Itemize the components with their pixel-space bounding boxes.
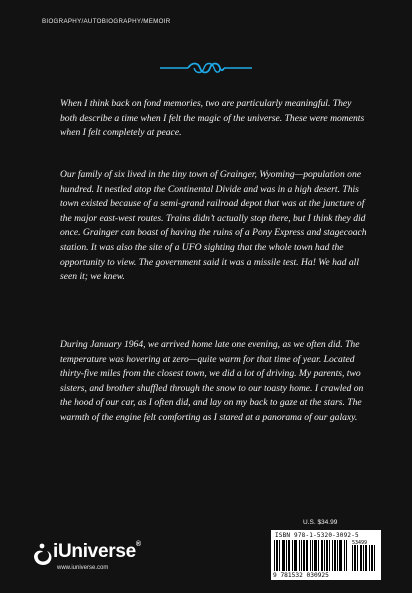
barcode-bar (339, 540, 340, 571)
barcode-bar (282, 540, 283, 571)
category-label: BIOGRAPHY/AUTOBIOGRAPHY/MEMOIR (42, 18, 171, 25)
barcode-bar (286, 540, 287, 571)
barcode-bar (277, 540, 278, 571)
barcode-bar (346, 540, 347, 571)
addon-bar (371, 545, 372, 571)
wave-ornament-icon (158, 60, 254, 76)
iuniverse-swirl-icon (31, 543, 53, 567)
blurb-paragraph-1: When I think back on fond memories, two are particularly meaningful. They both describe a time when I felt the magic of the universe. These were moments when I felt completely at peace. (60, 98, 365, 139)
barcode-bar (288, 540, 289, 571)
addon-bar (360, 545, 361, 571)
barcode-bar (326, 540, 327, 571)
addon-bar (352, 545, 353, 571)
addon-bar (369, 545, 370, 571)
barcode-bar (318, 540, 319, 571)
barcode-bar (301, 540, 302, 571)
addon-bar (366, 545, 367, 571)
barcode-bar (307, 540, 308, 571)
barcode-bar (335, 540, 336, 571)
barcode-bar (321, 540, 322, 571)
barcode-bar (316, 540, 317, 571)
barcode-bar (312, 540, 313, 571)
addon-bar (363, 545, 364, 571)
addon-bar (357, 545, 358, 571)
barcode-bar (294, 540, 295, 571)
addon-bar (354, 545, 355, 571)
barcode-bar (303, 540, 304, 571)
barcode-bar (340, 540, 341, 571)
addon-bar (374, 545, 375, 571)
barcode-bar (337, 540, 338, 571)
addon-digits: 53499 (352, 540, 368, 546)
barcode-bar (334, 540, 335, 571)
price-label: U.S. $34.99 (303, 519, 338, 526)
addon-bar (372, 545, 373, 571)
blurb-paragraph-2: Our family of six lived in the tiny town of Grainger, Wyoming—population one hundred. It nestled atop the Continental Divide and was in a high desert. This town existed because of a semi-grand railroad depot that was at the juncture of the major east-west routes. Trains didn’t actually stop there, but I think they did once. Grainger can boast of having the ruins of a Pony Express and stagecoach station. It was also the site of a UFO sighting that the whole town had the opportunity to view. The government said it was a missile test. Ha! We had all seen it; we knew. (60, 169, 367, 283)
blurb-paragraph-3: During January 1964, we arrived home late one evening, as we often did. The temperature was hovering at zero—quite warm for that time of year. Located thirty-five miles from the closest town, we did a lot of driving. My parents, two sisters, and brother shuffled through the snow to our toasty home. I crawled on the hood of our car, as I often did, and lay on my back to gaze at the stars. The warmth of the engine felt comforting as I stared at a panorama of our galaxy. (60, 339, 364, 423)
barcode-bar (329, 540, 330, 571)
isbn-barcode (271, 530, 381, 580)
barcode-bar (274, 540, 275, 571)
barcode-bar (327, 540, 328, 571)
publisher-name: iUniverse® (53, 541, 141, 562)
barcode-bar (341, 540, 342, 571)
barcode-bar (304, 540, 305, 571)
barcode-bar (283, 540, 284, 571)
addon-bar (365, 545, 366, 571)
barcode-bar (296, 540, 297, 571)
barcode-digits: 9 781532 030925 (273, 572, 329, 579)
barcode-bar (310, 540, 311, 571)
barcode-bar (324, 540, 325, 571)
barcode-bar (289, 540, 290, 571)
barcode-bars (274, 540, 378, 571)
barcode-bar (276, 540, 277, 571)
barcode-bar (295, 540, 296, 571)
barcode-bar (284, 540, 285, 571)
barcode-bar (279, 540, 280, 571)
publisher-logo (31, 537, 171, 582)
isbn-label: ISBN 978-1-5320-3092-5 (275, 532, 359, 539)
barcode-bar (292, 540, 293, 571)
barcode-bar (306, 540, 307, 571)
barcode-bar (332, 540, 333, 571)
barcode-bar (314, 540, 315, 571)
barcode-bar (299, 540, 300, 571)
barcode-bar (344, 540, 345, 571)
publisher-url: www.iuniverse.com (57, 565, 109, 571)
addon-bar (361, 545, 362, 571)
addon-bar (355, 545, 356, 571)
barcode-bar (322, 540, 323, 571)
barcode-bar (315, 540, 316, 571)
